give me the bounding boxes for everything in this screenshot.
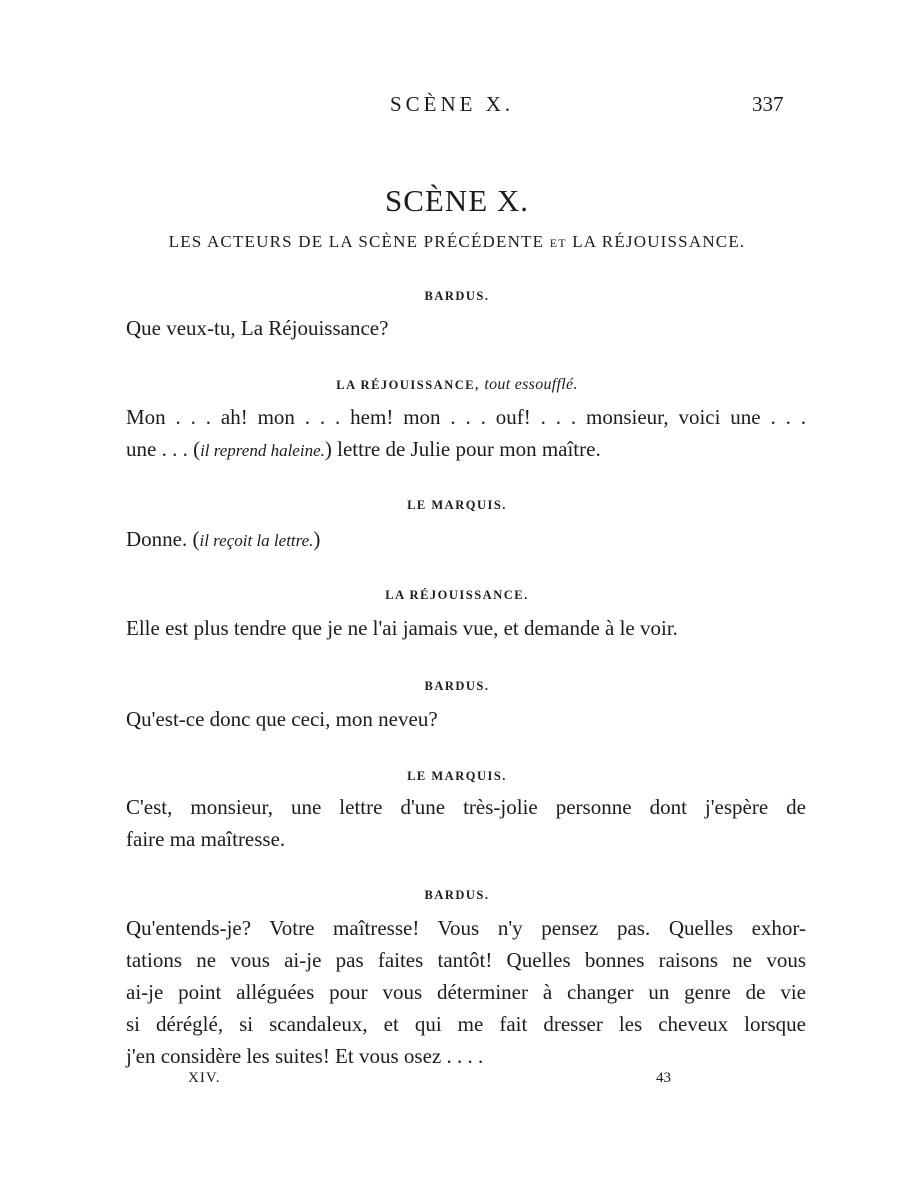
speech-line: faire ma maîtresse. <box>126 827 286 851</box>
speaker-name: BARDUS. <box>424 888 490 902</box>
speech-text <box>126 912 806 1072</box>
speech-line: tations ne vous ai-je pas faites tantôt! Quelles bonnes raisons ne vous <box>126 948 806 972</box>
speech-text <box>126 523 806 557</box>
stage-direction: tout essoufflé. <box>484 376 578 393</box>
speech-text <box>126 401 806 467</box>
speech-line: C'est, monsieur, une lettre d'une très-jolie personne dont j'espère de <box>126 795 806 819</box>
speech-fragment: ) lettre de Julie pour mon maître. <box>324 437 601 461</box>
speech-line: Mon . . . ah! mon . . . hem! mon . . . ouf! . . . monsieur, voici une . . . <box>126 405 806 429</box>
speech-line: Qu'entends-je? Votre maîtresse! Vous n'y pensez pas. Quelles exhor- <box>126 916 806 940</box>
speech-text <box>126 312 806 344</box>
cast-part2: LA RÉJOUISSANCE. <box>572 232 746 251</box>
speaker-name: BARDUS. <box>424 289 490 303</box>
running-head <box>0 92 900 122</box>
speech-line <box>126 437 601 461</box>
speech-text <box>126 791 806 855</box>
speech-line: Qu'est-ce donc que ceci, mon neveu? <box>126 707 438 731</box>
speech-fragment: une . . . ( <box>126 437 201 461</box>
speech-line: Elle est plus tendre que je ne l'ai jamais vue, et demande à le voir. <box>126 616 678 640</box>
speech-line: Que veux-tu, La Réjouissance? <box>126 316 389 340</box>
stage-direction: il reçoit la lettre. <box>199 531 314 550</box>
page-number: 337 <box>752 92 784 116</box>
cast-part1: LES ACTEURS DE LA SCÈNE PRÉCÉDENTE <box>168 232 545 251</box>
speech-text <box>126 703 806 735</box>
running-title: SCÈNE X. <box>390 92 515 116</box>
cast-conjunction: ET <box>549 236 567 250</box>
folio-number: 43 <box>656 1070 671 1086</box>
speech-line: j'en considère les suites! Et vous osez . . . . <box>126 1044 484 1068</box>
scene-title: SCÈNE X. <box>384 183 530 218</box>
scene-cast <box>0 232 900 252</box>
speech-fragment: Donne. ( <box>126 527 200 551</box>
speech-line: si déréglé, si scandaleux, et qui me fait dresser les cheveux lorsque <box>126 1012 806 1036</box>
page-footer <box>0 1070 900 1094</box>
speaker-name: LE MARQUIS. <box>407 769 507 783</box>
stage-direction: il reprend haleine. <box>200 441 325 460</box>
speaker-name: BARDUS. <box>424 679 490 693</box>
speaker-name: LE MARQUIS. <box>407 498 507 512</box>
speech-text <box>126 612 806 644</box>
speaker-name: LA RÉJOUISSANCE. <box>385 588 529 602</box>
speaker-name-with-direction <box>0 376 900 394</box>
speech-line: ai-je point alléguées pour vous déterminer à changer un genre de vie <box>126 980 806 1004</box>
speech-fragment: ) <box>313 527 321 551</box>
signature-mark: XIV. <box>188 1070 221 1086</box>
speaker-name: LA RÉJOUISSANCE, <box>336 378 480 392</box>
